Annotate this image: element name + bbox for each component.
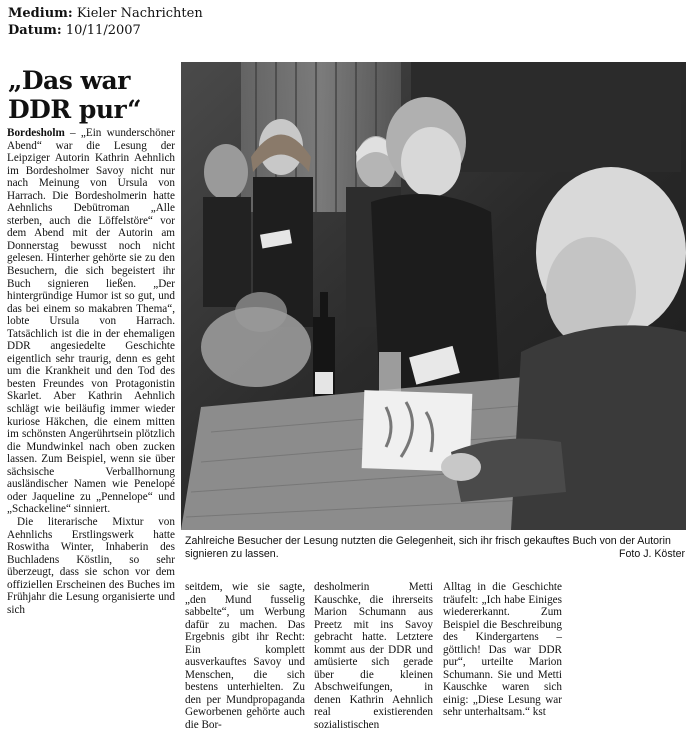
article-column-4 — [443, 581, 562, 719]
article-column-1 — [7, 127, 175, 616]
photo-illustration — [181, 62, 686, 530]
column-4-text: Alltag in die Geschichte träufelt: „Ich habe Einiges wiedererkannt. Zum Beispiel die Beschreibung des Kindergartens – göttlich! Das war DDR pur“, urteilte Marion Schumann. Sie und Metti Kauschke waren sich einig: „Diese Lesung war sehr unterhaltsam.“ — [443, 581, 562, 719]
datum-label: Datum: — [8, 23, 62, 38]
medium-line — [8, 6, 203, 21]
photo-book-signing — [181, 62, 686, 530]
author-signature: kst — [532, 706, 546, 719]
medium-value: Kieler Nachrichten — [76, 6, 203, 21]
dateline: Bordesholm — [7, 127, 65, 139]
photo-credit: Foto J. Köster — [619, 547, 685, 560]
headline — [8, 66, 178, 124]
article-column-3 — [314, 581, 433, 732]
datum-value: 10/11/2007 — [65, 23, 141, 38]
caption-text: Zahlreiche Besucher der Lesung nutzten die Gelegenheit, sich ihr frisch gekauftes Buch von der Autorin signieren zu lassen. — [185, 535, 671, 560]
column-3-text: desholmerin Metti Kauschke, die ihrerseits Marion Schumann aus Preetz mit ins Savoy gebracht hatte. Letztere kommt aus der DDR und amüsierte sich gerade über die kleinen Abschweifungen, in denen Kathrin Aehnlich real existierenden sozialistischen — [314, 581, 433, 732]
paragraph-2: Die literarische Mixtur von Aehnlichs Erstlingswerk hatte Roswitha Winter, Inhaberin des Buchladens Köstlin, so sehr überzeugt, dass sie schon vor dem offiziellen Erscheinen des Buches im Frühjahr die Lesung organisierte und sich — [7, 515, 175, 616]
article-column-2 — [185, 581, 305, 732]
medium-label: Medium: — [8, 6, 73, 21]
lead-paragraph: – „Ein wunderschöner Abend“ war die Lesung der Leipziger Autorin Kathrin Aehnlich im Bordesholmer Savoy nicht nur nach Meinung von Ursula von Harrach. Die Bordesholmerin hatte Aehnlichs Debütroman „Alle sterben, auch die Löffelstöre“ vor dem Abend mit der Autorin am Donnerstag bewusst noch nicht gelesen. Hinterher gehörte sie zu den Besuchern, die sich begeistert ihr Buch signieren ließen. „Der hintergründige Humor ist so gut, und das bei einem so makabren Thema“, lobte Ursula von Harrach. Tatsächlich ist die in der ehemaligen DDR angesiedelte Geschichte eigentlich sehr traurig, denn es geht um die Krankheit und den Tod des besten Freundes von Protagonistin Skarlet. Aber Kathrin Aehnlich schlägt wie beiläufig immer wieder kuriose Häkchen, die einem mitten im schönsten Angerührtsein plötzlich die Mundwinkel nach oben zucken lassen. Zum Beispiel, wenn sie über sächsische Verballhornung ausländischer Namen wie Penelopé oder Jaqueline zu „Pennelope“ und „Schackeline“ sinniert. — [7, 127, 175, 516]
photo-caption — [185, 535, 685, 560]
headline-line-1: „Das war — [8, 66, 130, 95]
datum-line — [8, 23, 141, 38]
column-2-text: seitdem, wie sie sagte, „den Mund fusselig sabbelte“, um Werbung dafür zu machen. Das Ergebnis gibt ihr Recht: Ein komplett ausverkauftes Savoy und Menschen, die sich bestens unterhielten. Zu den per Mundpropaganda Geworbenen gehörte auch die Bor- — [185, 581, 305, 732]
headline-line-2: DDR pur“ — [8, 95, 141, 124]
